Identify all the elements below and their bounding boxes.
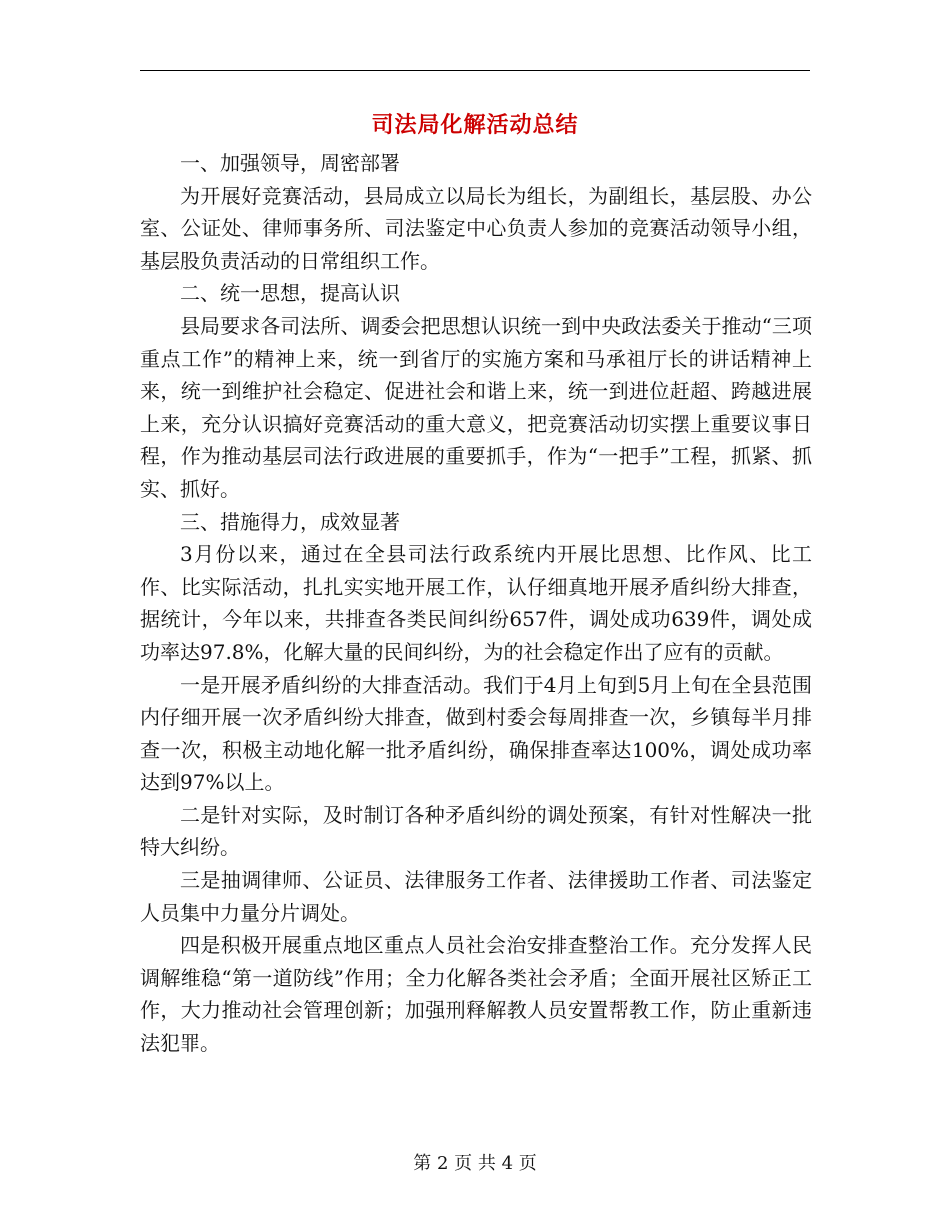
paragraph-7: 四是积极开展重点地区重点人员社会治安排查整治工作。充分发挥人民调解维稳“第一道防线”作用；全力化解各类社会矛盾；全面开展社区矫正工作，大力推动社会管理创新；加强刑释解教人员安置帮教工作，防止重新违法犯罪。 [140, 933, 812, 1056]
paragraph-4: 一是开展矛盾纠纷的大排查活动。我们于4月上旬到5月上旬在全县范围内仔细开展一次矛盾纠纷大排查，做到村委会每周排查一次，乡镇每半月排查一次，积极主动地化解一批矛盾纠纷，确保排查率达100%，调处成功率达到97%以上。 [140, 672, 812, 795]
paragraph-3: 3月份以来，通过在全县司法行政系统内开展比思想、比作风、比工作、比实际活动，扎扎实实地开展工作，认仔细真地开展矛盾纠纷大排查，据统计，今年以来，共排查各类民间纠纷657件，调处成功639件，调处成功率达97.8%，化解大量的民间纠纷，为的社会稳定作出了应有的贡献。 [140, 542, 812, 664]
document-title: 司法局化解活动总结 [371, 112, 579, 138]
page-number: 第 2 页 共 4 页 [413, 1153, 537, 1174]
header-rule [140, 70, 810, 71]
paragraph-2: 县局要求各司法所、调委会把思想认识统一到中央政法委关于推动“三项重点工作”的精神上来，统一到省厅的实施方案和马承祖厅长的讲话精神上来，统一到维护社会稳定、促进社会和谐上来，统一到进位赶超、跨越进展上来，充分认识搞好竞赛活动的重大意义，把竞赛活动切实摆上重要议事日程，作为推动基层司法行政进展的重要抓手，作为“一把手”工程，抓紧、抓实、抓好。 [140, 313, 812, 501]
paragraph-6: 三是抽调律师、公证员、法律服务工作者、法律援助工作者、司法鉴定人员集中力量分片调处。 [140, 868, 812, 925]
section-heading-2: 二、统一思想，提高认识 [180, 281, 400, 306]
document-body [140, 147, 812, 1060]
paragraph-5: 二是针对实际，及时制订各种矛盾纠纷的调处预案，有针对性解决一批特大纠纷。 [140, 802, 812, 860]
section-heading-1: 一、加强领导，周密部署 [180, 151, 400, 175]
section-heading-3: 三、措施得力，成效显著 [180, 509, 400, 534]
paragraph-1: 为开展好竞赛活动，县局成立以局长为组长，为副组长，基层股、办公室、公证处、律师事务所、司法鉴定中心负责人参加的竞赛活动领导小组，基层股负责活动的日常组织工作。 [140, 183, 812, 273]
